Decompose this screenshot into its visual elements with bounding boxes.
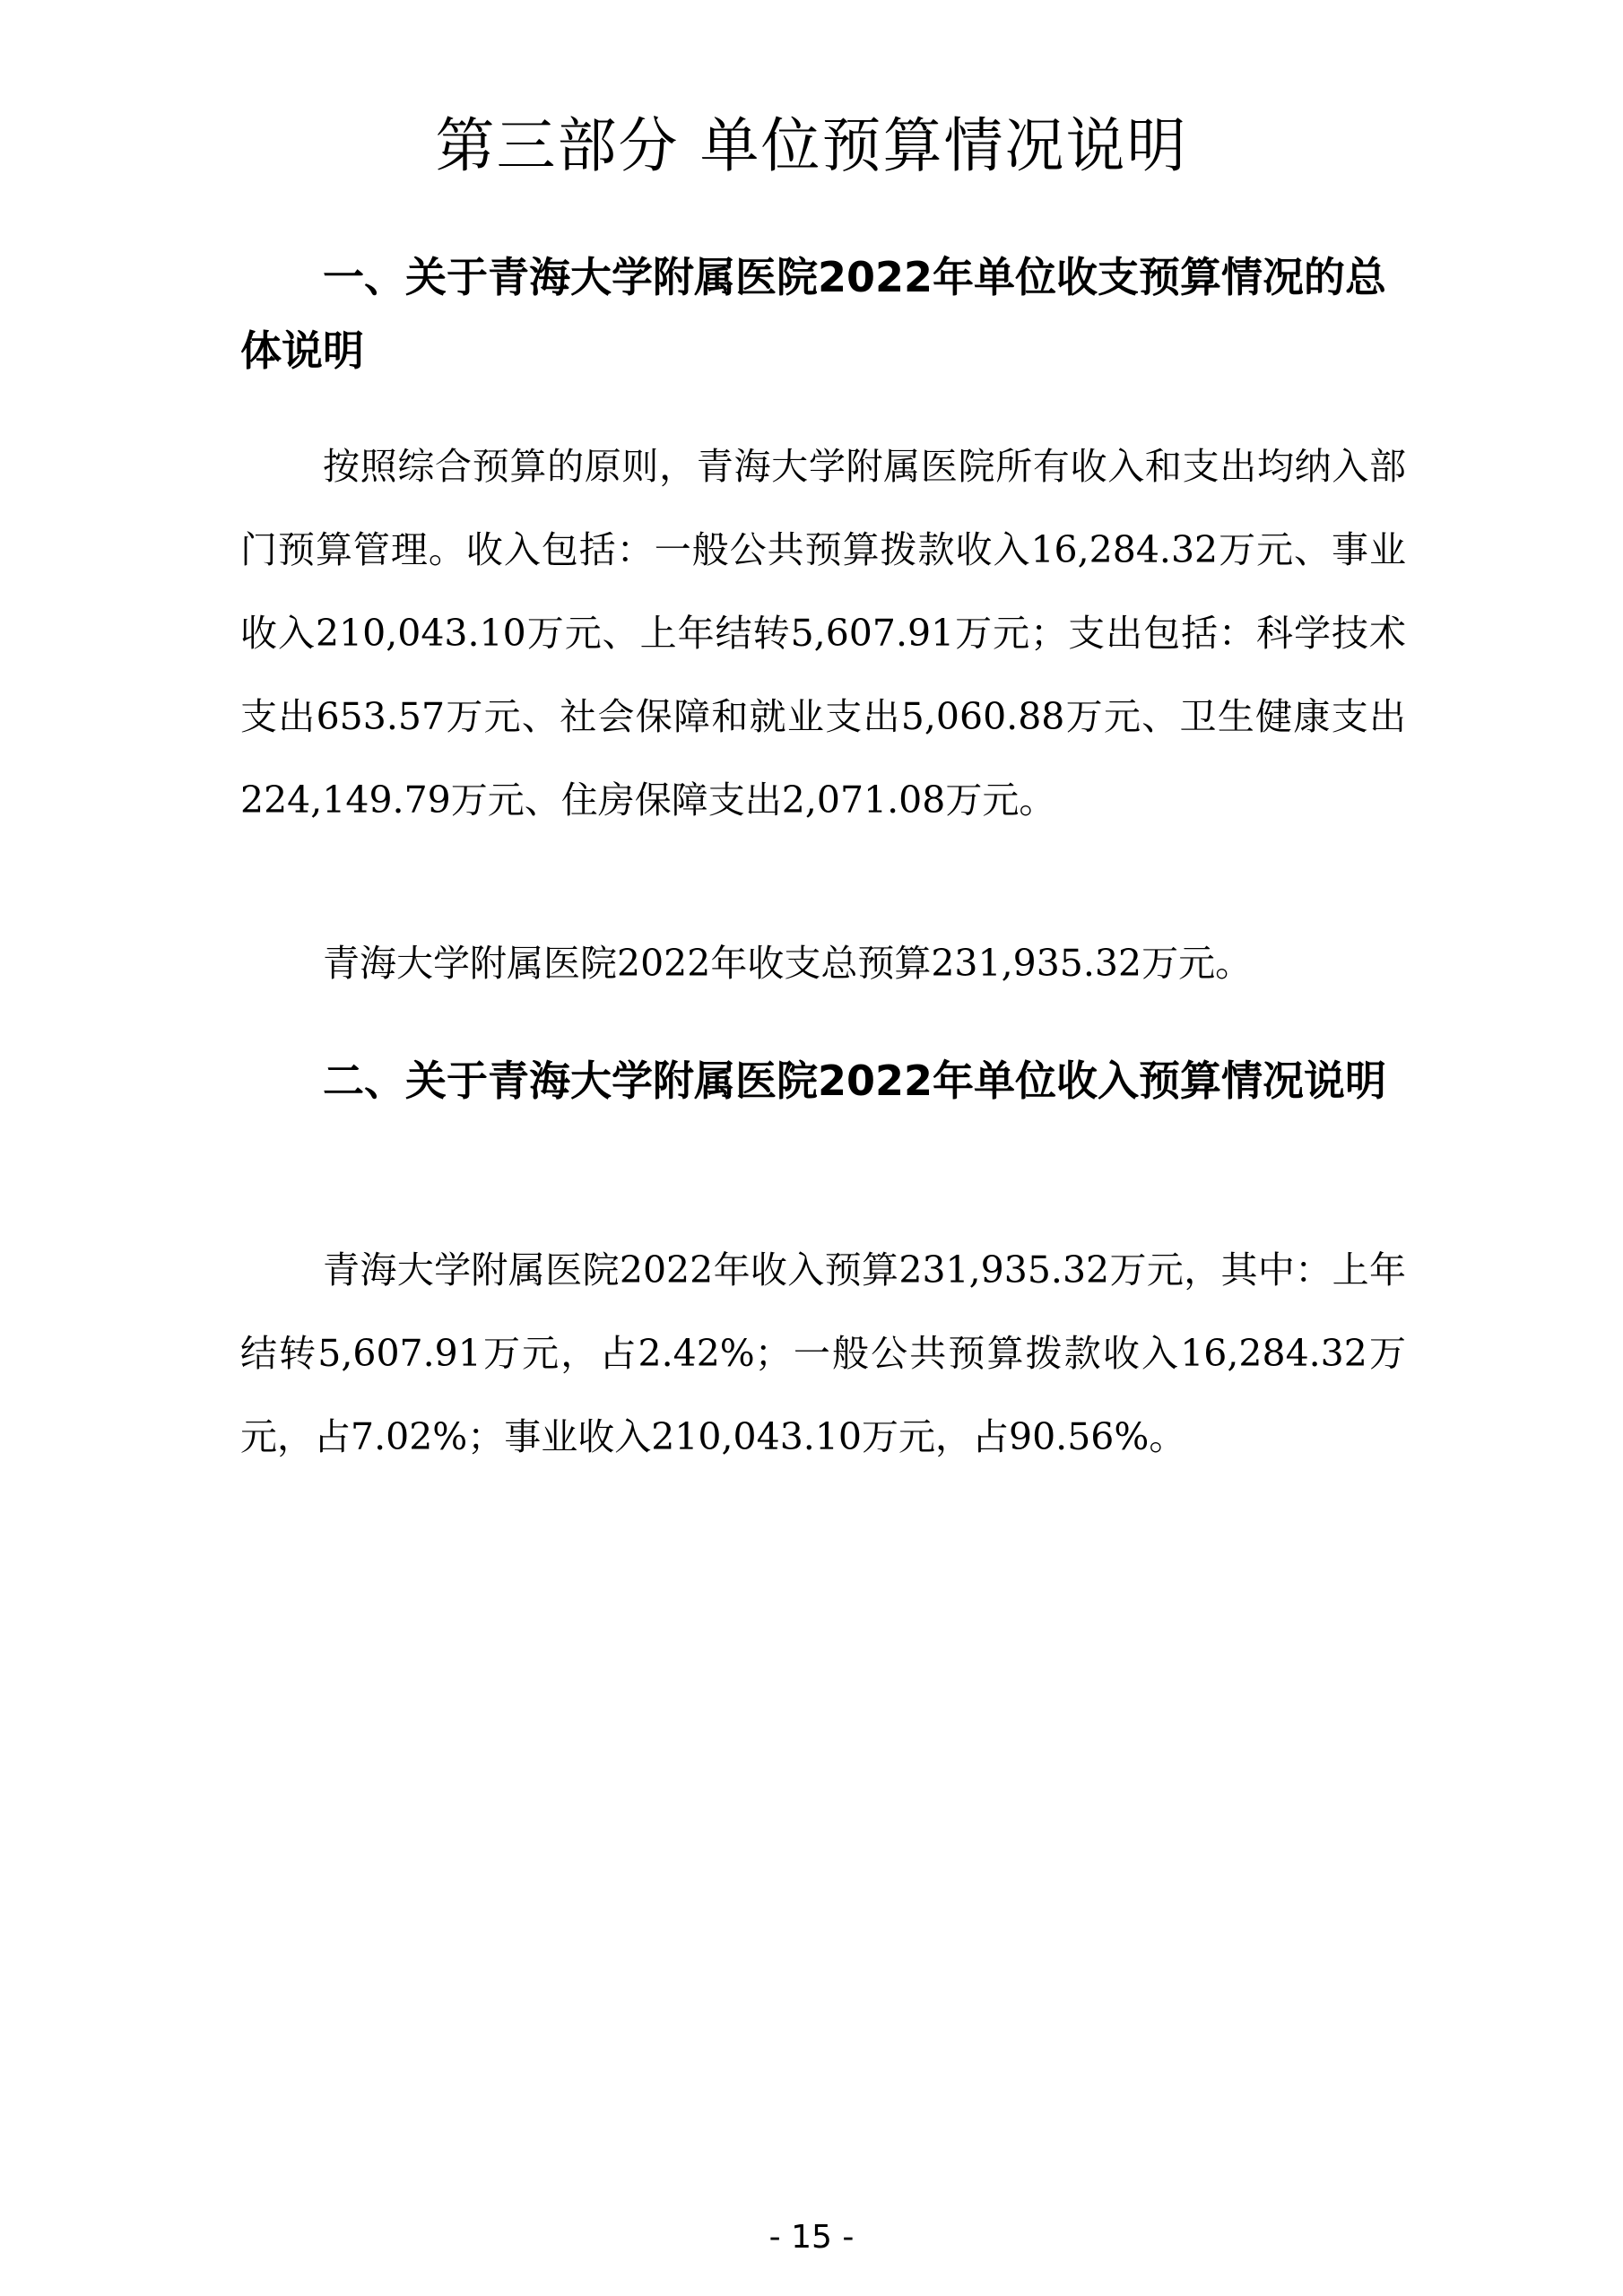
page-number: - 15 -	[768, 2219, 855, 2256]
section-heading-2: 二、关于青海大学附属医院2022年单位收入预算情况说明	[323, 1057, 1387, 1105]
page-title: 第三部分 单位预算情况说明	[435, 111, 1188, 180]
section-1-paragraph-1: 按照综合预算的原则，青海大学附属医院所有收入和支出均纳入部门预算管理。收入包括：一般公共预算拨款收入16,284.32万元、事业收入210,043.10万元、上年结转5,607.91万元；支出包括：科学技术支出653.57万元、社会保障和就业支出5,060.88万元、卫生健康支出224,149.79万元、住房保障支出2,071.08万元。	[240, 445, 1406, 822]
section-2-paragraph-1: 青海大学附属医院2022年收入预算231,935.32万元，其中：上年结转5,607.91万元，占2.42%；一般公共预算拨款收入16,284.32万元，占7.02%；事业收入210,043.10万元，占90.56%。	[240, 1248, 1406, 1458]
section-1-paragraph-2: 青海大学附属医院2022年收支总预算231,935.32万元。	[323, 942, 1253, 985]
section-heading-1: 一、关于青海大学附属医院2022年单位收支预算情况的总体说明	[240, 253, 1387, 375]
